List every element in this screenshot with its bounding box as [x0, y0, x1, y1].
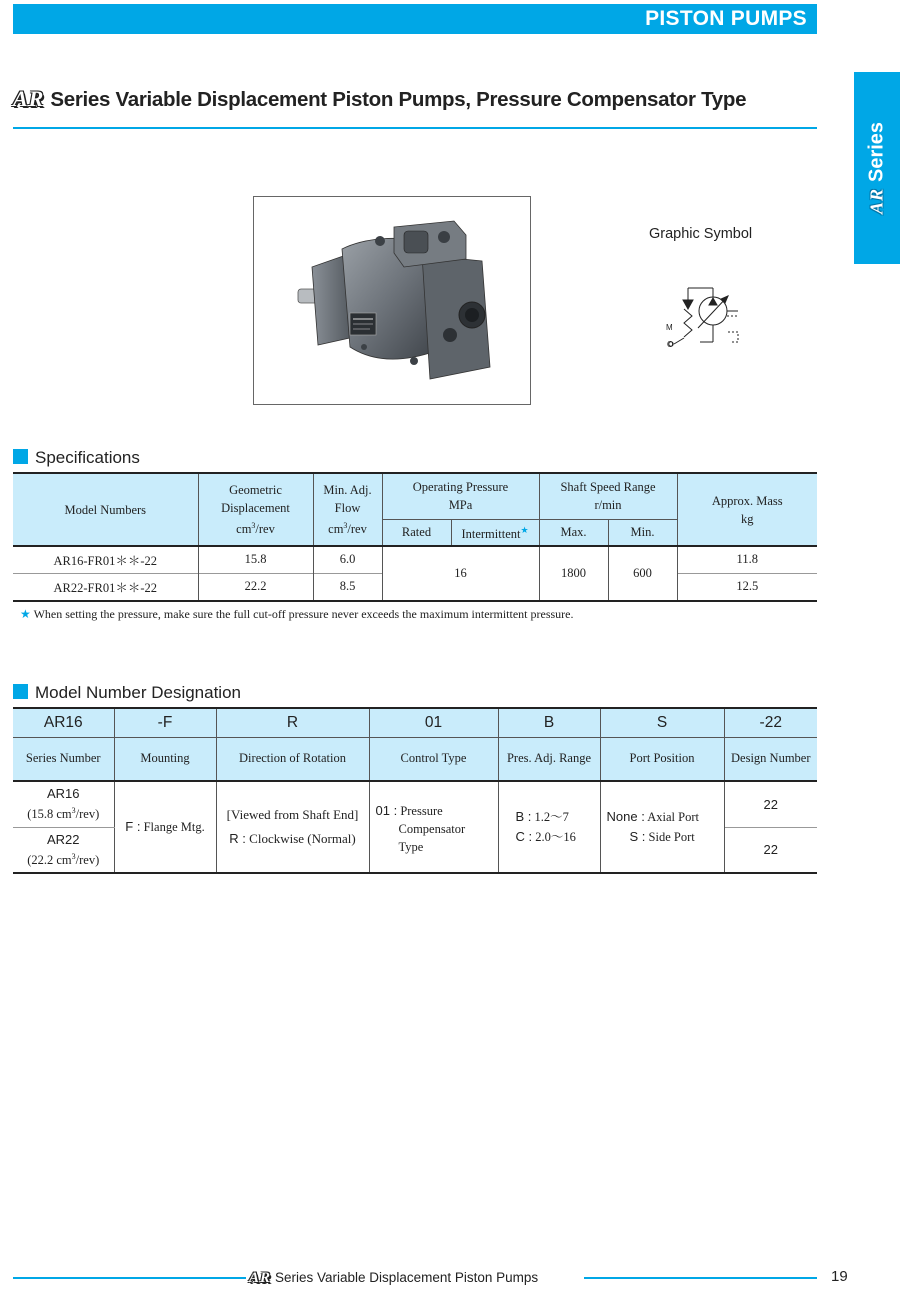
- series-ar22: AR22 (22.2 $cm^3/rev$): [13, 827, 114, 873]
- side-tab-text: Series: [865, 121, 888, 183]
- code-design: -22: [724, 708, 817, 737]
- ar-logo: AR: [866, 188, 887, 215]
- model-designation-table: [13, 707, 817, 874]
- table-row: [13, 781, 817, 827]
- col-rated: Rated: [382, 519, 451, 546]
- label-mounting: Mounting: [114, 737, 216, 781]
- label-direction-of-rotation: Direction of Rotation: [216, 737, 369, 781]
- model-number: AR22-FR01＊＊-22: [13, 573, 198, 601]
- label-pres-adj-range: Pres. Adj. Range: [498, 737, 600, 781]
- pressure-range-cell: B : 1.2～7 C : 2.0～16: [498, 781, 600, 873]
- footer-rule-right: [584, 1277, 817, 1279]
- star-icon: ★: [20, 607, 31, 621]
- code-control: 01: [369, 708, 498, 737]
- flow-value: 6.0: [313, 546, 382, 573]
- footer-text: [249, 1270, 538, 1287]
- label-series-number: Series Number: [13, 737, 114, 781]
- col-approx-mass: Approx. Mass kg: [677, 473, 817, 546]
- label-design-number: Design Number: [724, 737, 817, 781]
- model-designation-heading: [13, 683, 241, 703]
- code-mounting: -F: [114, 708, 216, 737]
- page-title-text: Series Variable Displacement Piston Pumps, Pressure Compensator Type: [50, 88, 747, 111]
- displacement-value: 22.2: [198, 573, 313, 601]
- product-photo: [253, 196, 531, 405]
- displacement-value: 15.8: [198, 546, 313, 573]
- rotation-cell: [Viewed from Shaft End] R : Clockwise (Normal): [216, 781, 369, 873]
- col-min-adj-flow: Min. Adj. Flow $cm^3$/rev: [313, 473, 382, 546]
- header-bar: [13, 4, 817, 34]
- page-title: [13, 86, 817, 112]
- control-cell: 01 : Pressure Compensator Type: [369, 781, 498, 873]
- pressure-value: 16: [382, 546, 539, 601]
- specifications-table: [13, 472, 817, 602]
- max-speed-value: 1800: [539, 546, 608, 601]
- min-speed-value: 600: [608, 546, 677, 601]
- flow-value: 8.5: [313, 573, 382, 601]
- pressure-note-text: When setting the pressure, make sure the full cut-off pressure never exceeds the maximum intermittent pressure.: [33, 607, 574, 621]
- port-o-label: O: [667, 340, 674, 348]
- model-number: AR16-FR01＊＊-22: [13, 546, 198, 573]
- graphic-symbol-label: Graphic Symbol: [649, 226, 753, 242]
- mounting-cell: F : Flange Mtg.: [114, 781, 216, 873]
- ar-logo: AR: [249, 1270, 272, 1286]
- side-tab: [854, 72, 900, 264]
- label-port-position: Port Position: [600, 737, 724, 781]
- col-model-numbers: Model Numbers: [13, 473, 198, 546]
- col-min-speed: Min.: [608, 519, 677, 546]
- graphic-symbol: [664, 278, 744, 348]
- port-cell: None : Axial Port S : Side Port: [600, 781, 724, 873]
- col-operating-pressure: Operating Pressure MPa: [382, 473, 539, 519]
- mass-value: 11.8: [677, 546, 817, 573]
- side-tab-label: [866, 122, 889, 214]
- col-shaft-speed-range: Shaft Speed Range r/min: [539, 473, 677, 519]
- ar-logo: AR: [13, 86, 45, 111]
- code-series: AR16: [13, 708, 114, 737]
- piston-pump-image: [254, 197, 530, 404]
- footer-title: Series Variable Displacement Piston Pumps: [275, 1270, 539, 1285]
- col-geometric-displacement: Geometric Displacement $cm^3$/rev: [198, 473, 313, 546]
- section-title: PISTON PUMPS: [645, 7, 807, 30]
- col-intermittent: Intermittent★: [451, 519, 539, 546]
- mass-value: 12.5: [677, 573, 817, 601]
- port-m-label: M: [666, 323, 673, 332]
- code-port: S: [600, 708, 724, 737]
- col-max-speed: Max.: [539, 519, 608, 546]
- pressure-note: [20, 607, 574, 622]
- series-ar16: AR16 (15.8 $cm^3/rev$): [13, 781, 114, 827]
- code-pressure-range: B: [498, 708, 600, 737]
- label-control-type: Control Type: [369, 737, 498, 781]
- design-number: 22: [724, 781, 817, 827]
- section-square-icon: [13, 684, 28, 699]
- design-number: 22: [724, 827, 817, 873]
- title-rule: [13, 127, 817, 129]
- specifications-heading-text: Specifications: [35, 448, 140, 467]
- model-designation-heading-text: Model Number Designation: [35, 683, 241, 702]
- page-number: 19: [831, 1268, 848, 1285]
- code-rotation: R: [216, 708, 369, 737]
- specifications-heading: [13, 448, 140, 468]
- table-row: [13, 546, 817, 573]
- footer-rule-left: [13, 1277, 246, 1279]
- section-square-icon: [13, 449, 28, 464]
